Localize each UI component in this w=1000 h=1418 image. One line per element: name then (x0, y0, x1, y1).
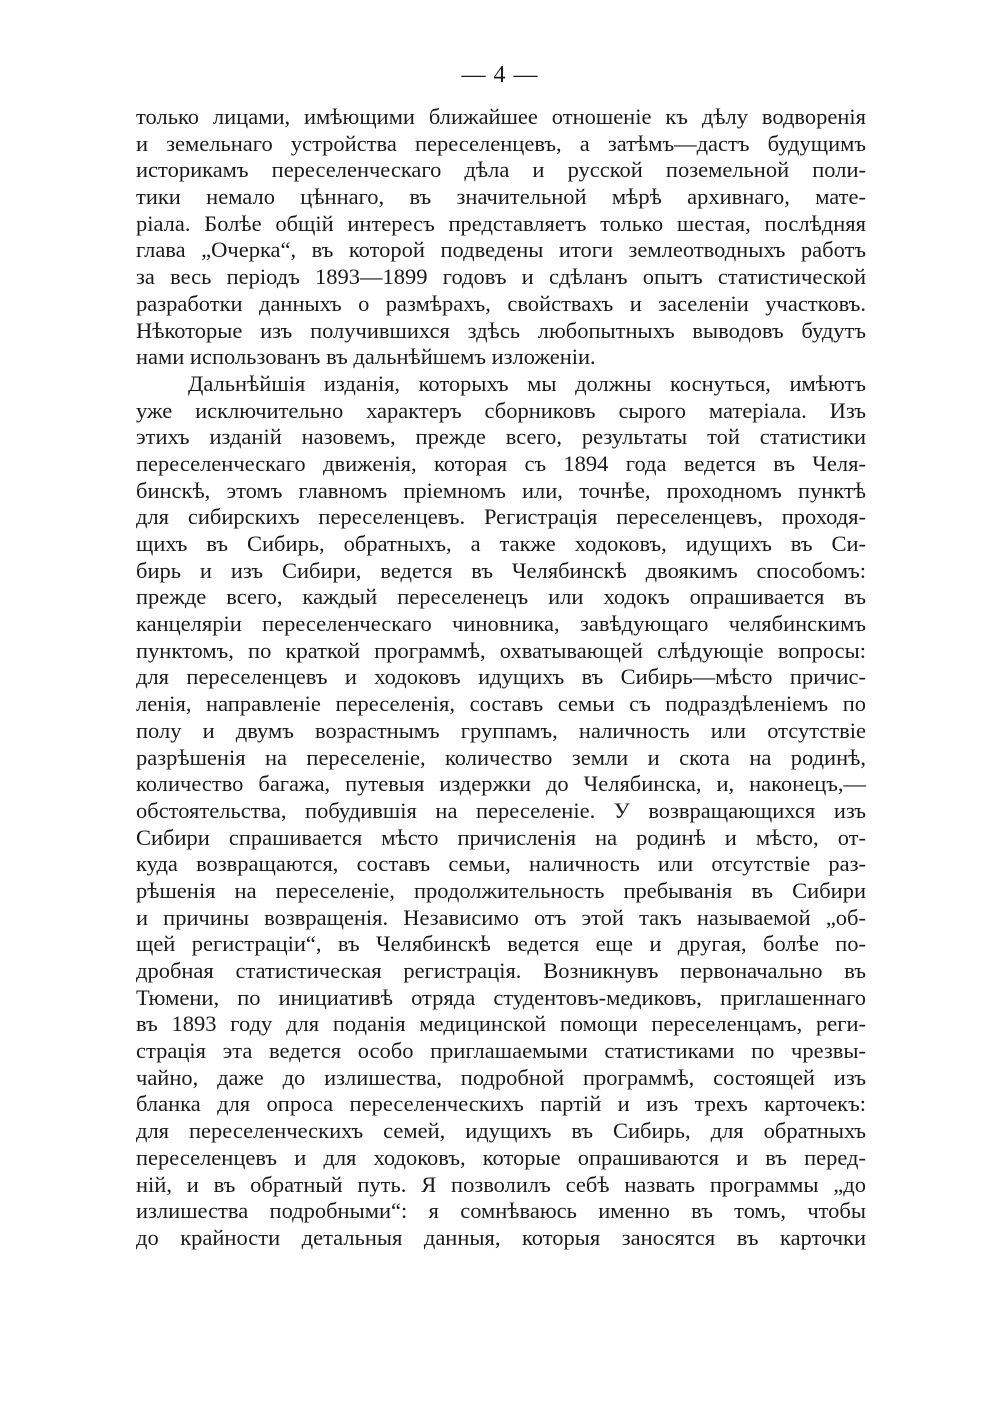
text-line: переселенческаго движенія, которая съ 1894 года ведется въ Челя- (136, 450, 866, 476)
text-line: разрѣшенія на переселеніе, количество земли и скота на родинѣ, (136, 744, 866, 770)
text-line: этихъ изданій назовемъ, прежде всего, результаты той статистики (136, 424, 866, 450)
text-line: ленія, направленіе переселенія, составъ семьи съ подраздѣленіемъ по (136, 691, 866, 717)
text-line: историкамъ переселенческаго дѣла и русской поземельной поли- (136, 157, 866, 183)
page-number: — 4 — (461, 62, 539, 88)
text-line: пунктомъ, по краткой программѣ, охватывающей слѣдующіе вопросы: (136, 637, 866, 663)
text-line: рѣшенія на переселеніе, продолжительность пребыванія въ Сибири (136, 877, 866, 903)
text-line: страція эта ведется особо приглашаемыми статистиками по чрезвы- (136, 1038, 866, 1064)
text-line: излишества подробными“: я сомнѣваюсь именно въ томъ, чтобы (136, 1198, 866, 1224)
paragraph-end-line: нами использованъ въ дальнѣйшемъ изложеніи. (136, 344, 596, 370)
text-line: для переселенческихъ семей, идущихъ въ Сибирь, для обратныхъ (136, 1118, 866, 1144)
text-line: Тюмени, по инициативѣ отряда студентовъ-медиковъ, приглашеннаго (136, 984, 866, 1010)
text-line: за весь періодъ 1893—1899 годовъ и сдѣланъ опытъ статистической (136, 264, 866, 290)
text-line: куда возвращаются, составъ семьи, наличность или отсутствіе раз- (136, 851, 866, 877)
text-line: уже исключительно характеръ сборниковъ сырого матеріала. Изъ (136, 397, 866, 423)
text-line: щей регистраціи“, въ Челябинскѣ ведется еще и другая, болѣе по- (136, 931, 866, 957)
text-line: переселенцевъ и для ходоковъ, которые опрашиваются и въ перед- (136, 1144, 866, 1170)
text-line: ріала. Болѣе общій интересъ представляетъ только шестая, послѣдняя (136, 210, 866, 236)
text-line: полу и двумъ возрастнымъ группамъ, наличность или отсутствіе (136, 717, 866, 743)
paragraph-start-line: Дальнѣйшія изданія, которыхъ мы должны коснуться, имѣютъ (188, 370, 866, 396)
text-line: бирь и изъ Сибири, ведется въ Челябинскѣ двоякимъ способомъ: (136, 557, 866, 583)
text-line: до крайности детальныя данныя, которыя заносятся въ карточки (136, 1224, 866, 1250)
text-line: прежде всего, каждый переселенецъ или ходокъ опрашивается въ (136, 584, 866, 610)
text-line: Сибири спрашивается мѣсто причисленія на родинѣ и мѣсто, от- (136, 824, 866, 850)
text-line: чайно, даже до излишества, подробной программѣ, состоящей изъ (136, 1064, 866, 1090)
text-line: глава „Очерка“, въ которой подведены итоги землеотводныхъ работъ (136, 237, 866, 263)
text-line: для сибирскихъ переселенцевъ. Регистрація переселенцевъ, проходя- (136, 504, 866, 530)
text-line: и причины возвращенія. Независимо отъ этой такъ называемой „об- (136, 904, 866, 930)
text-line: канцеляріи переселенческаго чиновника, завѣдующаго челябинскимъ (136, 611, 866, 637)
text-line: разработки данныхъ о размѣрахъ, свойствахъ и заселеніи участковъ. (136, 290, 866, 316)
text-line: Нѣкоторые изъ получившихся здѣсь любопытныхъ выводовъ будутъ (136, 317, 866, 343)
text-line: дробная статистическая регистрація. Возникнувъ первоначально въ (136, 958, 866, 983)
text-line: бланка для опроса переселенческихъ партій и изъ трехъ карточекъ: (136, 1091, 866, 1117)
text-line: количество багажа, путевыя издержки до Челябинска, и, наконецъ,— (136, 771, 866, 797)
text-line: и земельнаго устройства переселенцевъ, а затѣмъ—дастъ будущимъ (136, 130, 866, 156)
text-line: только лицами, имѣющими ближайшее отношеніе къ дѣлу водворенія (136, 104, 866, 129)
text-line: обстоятельства, побудившія на переселеніе. У возвращающихся изъ (136, 797, 866, 823)
text-line: ній, и въ обратный путь. Я позволилъ себѣ назвать программы „до (136, 1171, 866, 1197)
text-line: тики немало цѣннаго, въ значительной мѣрѣ архивнаго, мате- (136, 184, 866, 210)
text-line: для переселенцевъ и ходоковъ идущихъ въ Сибирь—мѣсто причис- (136, 664, 866, 690)
text-line: щихъ въ Сибирь, обратныхъ, а также ходоковъ, идущихъ въ Си- (136, 531, 866, 556)
text-line: бинскѣ, этомъ главномъ пріемномъ или, точнѣе, проходномъ пунктѣ (136, 477, 866, 503)
text-line: въ 1893 году для поданія медицинской помощи переселенцамъ, реги- (136, 1011, 866, 1037)
body-text (136, 104, 866, 1252)
